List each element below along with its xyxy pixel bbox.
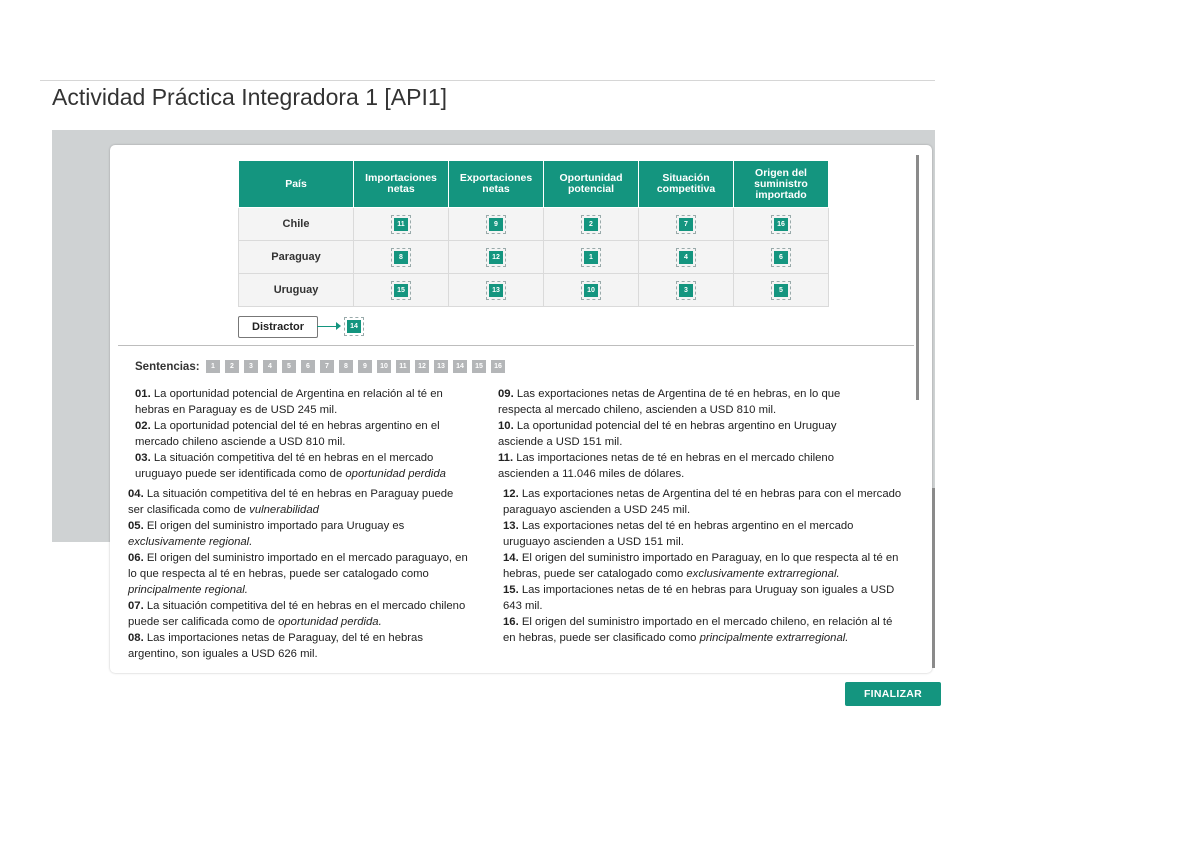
drop-slot[interactable] — [449, 208, 544, 241]
sentence-box[interactable]: 6 — [301, 360, 315, 373]
sentence-text: Las exportaciones netas del té en hebras argentino en el mercado uruguayo ascienden a USD 151 mil. — [503, 520, 854, 548]
sentence-box[interactable]: 2 — [225, 360, 239, 373]
sentence-text: Las importaciones netas de té en hebras en el mercado chileno ascienden a 11.046 miles de dólares. — [498, 452, 834, 480]
drop-slot[interactable] — [734, 241, 829, 274]
sentence-chip[interactable]: 11 — [394, 218, 408, 231]
sentences-right-bottom — [503, 486, 903, 646]
sentence-chip[interactable]: 13 — [489, 284, 503, 297]
drop-slot[interactable] — [354, 241, 449, 274]
sentence-item — [498, 450, 883, 482]
column-header: Exportaciones netas — [449, 161, 544, 208]
sentence-text: El origen del suministro importado en el mercado paraguayo, en lo que respecta al té en hebras, puede ser catalogado como — [128, 552, 468, 580]
sentence-italic: oportunidad perdida — [345, 468, 446, 480]
sentence-text: La situación competitiva del té en hebras en el mercado chileno puede ser calificada como de — [128, 600, 466, 628]
country-cell: Chile — [239, 208, 354, 241]
column-header: Origen del suministro importado — [734, 161, 829, 208]
sentence-chip[interactable]: 8 — [394, 251, 408, 264]
sentence-italic: principalmente extrarregional. — [699, 632, 849, 644]
sentence-italic: exclusivamente extrarregional. — [686, 568, 840, 580]
sentence-chip[interactable]: 7 — [679, 218, 693, 231]
sentence-number: 04. — [128, 488, 144, 500]
sentence-item — [128, 630, 468, 662]
sentence-chip[interactable]: 15 — [394, 284, 408, 297]
sentence-box[interactable]: 12 — [415, 360, 429, 373]
sentence-italic: oportunidad perdida. — [278, 616, 382, 628]
sentence-box[interactable]: 11 — [396, 360, 410, 373]
drop-slot[interactable] — [449, 274, 544, 307]
sentence-box[interactable]: 1 — [206, 360, 220, 373]
drop-slot[interactable] — [734, 208, 829, 241]
sentence-box[interactable]: 7 — [320, 360, 334, 373]
finalize-button[interactable]: FINALIZAR — [845, 682, 941, 706]
scrollbar-lower[interactable] — [932, 488, 935, 668]
page-title: Actividad Práctica Integradora 1 [API1] — [52, 84, 448, 110]
sentence-number: 16. — [503, 616, 519, 628]
sentence-box[interactable]: 15 — [472, 360, 486, 373]
sentence-italic: exclusivamente regional. — [128, 536, 253, 548]
sentences-label: Sentencias: — [135, 361, 200, 373]
arrow-right-icon — [336, 322, 341, 330]
sentence-item — [135, 418, 475, 450]
sentence-number: 08. — [128, 632, 144, 644]
sentence-number: 01. — [135, 388, 151, 400]
sentence-number: 07. — [128, 600, 144, 612]
sentence-item — [503, 582, 903, 614]
drop-slot[interactable] — [734, 274, 829, 307]
sentence-number: 05. — [128, 520, 144, 532]
column-header: País — [239, 161, 354, 208]
sentence-item — [128, 518, 468, 550]
sentence-number: 06. — [128, 552, 144, 564]
sentence-text: La situación competitiva del té en hebras en Paraguay puede ser clasificada como de — [128, 488, 454, 516]
sentence-number: 12. — [503, 488, 519, 500]
country-cell: Uruguay — [239, 274, 354, 307]
table-row — [239, 208, 829, 241]
sentence-box[interactable]: 13 — [434, 360, 448, 373]
sentence-italic: principalmente regional. — [128, 584, 248, 596]
sentence-italic: vulnerabilidad — [249, 504, 319, 516]
sentence-chip[interactable]: 1 — [584, 251, 598, 264]
sentence-item — [128, 486, 468, 518]
column-header: Oportunidad potencial — [544, 161, 639, 208]
drop-slot[interactable] — [354, 208, 449, 241]
sentence-box[interactable]: 10 — [377, 360, 391, 373]
sentences-left-top — [135, 386, 475, 482]
sentence-text: El origen del suministro importado para Uruguay es — [146, 520, 405, 532]
sentence-item — [128, 598, 468, 630]
distractor-chip[interactable]: 14 — [347, 320, 361, 333]
sentences-left-bottom — [128, 486, 468, 662]
sentence-item — [503, 486, 903, 518]
sentence-number: 03. — [135, 452, 151, 464]
sentence-text: La oportunidad potencial del té en hebras argentino en el mercado chileno asciende a USD 810 mil. — [135, 420, 440, 448]
drop-slot[interactable] — [639, 241, 734, 274]
sentence-box[interactable]: 14 — [453, 360, 467, 373]
sentence-text: La oportunidad potencial del té en hebras argentino en Uruguay asciende a USD 151 mil. — [498, 420, 837, 448]
sentence-text: Las exportaciones netas de Argentina del té en hebras para con el mercado paraguayo ascienden a USD 245 mil. — [503, 488, 902, 516]
sentence-box[interactable]: 5 — [282, 360, 296, 373]
sentence-chip[interactable]: 16 — [774, 218, 788, 231]
matching-table — [238, 160, 829, 307]
sentence-text: Las exportaciones netas de Argentina de té en hebras, en lo que respecta al mercado chileno, ascienden a USD 810 mil. — [498, 388, 841, 416]
sentence-item — [503, 550, 903, 582]
sentence-number: 10. — [498, 420, 514, 432]
drop-slot[interactable] — [544, 241, 639, 274]
sentence-box[interactable]: 3 — [244, 360, 258, 373]
table-row — [239, 241, 829, 274]
sentence-number: 09. — [498, 388, 514, 400]
sentence-number: 15. — [503, 584, 519, 596]
sentence-item — [135, 386, 475, 418]
sentence-chip[interactable]: 9 — [489, 218, 503, 231]
section-divider — [118, 345, 914, 346]
sentence-box[interactable]: 9 — [358, 360, 372, 373]
sentence-text: Las importaciones netas de té en hebras para Uruguay son iguales a USD 643 mil. — [503, 584, 895, 612]
sentence-item — [503, 518, 903, 550]
sentence-chip[interactable]: 3 — [679, 284, 693, 297]
distractor-label: Distractor — [238, 316, 318, 338]
sentence-box[interactable]: 8 — [339, 360, 353, 373]
country-cell: Paraguay — [239, 241, 354, 274]
column-header: Importaciones netas — [354, 161, 449, 208]
sentence-item — [498, 386, 883, 418]
sentence-number: 14. — [503, 552, 519, 564]
sentence-number: 02. — [135, 420, 151, 432]
sentence-item — [503, 614, 903, 646]
sentence-text: Las importaciones netas de Paraguay, del té en hebras argentino, son iguales a USD 626 mil. — [128, 632, 423, 660]
sentences-bank — [206, 360, 505, 373]
drop-slot[interactable] — [544, 274, 639, 307]
column-header: Situación competitiva — [639, 161, 734, 208]
sentence-text: El origen del suministro importado en el mercado chileno, en relación al té en hebras, puede ser clasificado como — [503, 616, 893, 644]
scrollbar[interactable] — [916, 155, 919, 400]
drop-slot[interactable] — [639, 274, 734, 307]
sentence-number: 11. — [498, 452, 514, 464]
table-row — [239, 274, 829, 307]
sentence-item — [128, 550, 468, 598]
sentence-chip[interactable]: 12 — [489, 251, 503, 264]
sentence-box[interactable]: 4 — [263, 360, 277, 373]
sentences-right-top — [498, 386, 883, 482]
drop-slot[interactable] — [639, 208, 734, 241]
header-divider — [40, 80, 935, 81]
sentence-chip[interactable]: 10 — [584, 284, 598, 297]
drop-slot[interactable] — [354, 274, 449, 307]
table-header-row — [239, 161, 829, 208]
sentence-item — [135, 450, 475, 482]
drop-slot[interactable] — [544, 208, 639, 241]
sentence-text: La situación competitiva del té en hebras en el mercado uruguayo puede ser identificada como de — [135, 452, 434, 480]
sentence-chip[interactable]: 4 — [679, 251, 693, 264]
drop-slot[interactable] — [449, 241, 544, 274]
sentence-number: 13. — [503, 520, 519, 532]
sentence-chip[interactable]: 6 — [774, 251, 788, 264]
sentence-item — [498, 418, 883, 450]
sentence-chip[interactable]: 2 — [584, 218, 598, 231]
sentence-box[interactable]: 16 — [491, 360, 505, 373]
sentence-text: La oportunidad potencial de Argentina en relación al té en hebras en Paraguay es de USD 245 mil. — [135, 388, 443, 416]
sentence-chip[interactable]: 5 — [774, 284, 788, 297]
sentence-text: El origen del suministro importado en Paraguay, en lo que respecta al té en hebras, puede ser catalogado como — [503, 552, 899, 580]
